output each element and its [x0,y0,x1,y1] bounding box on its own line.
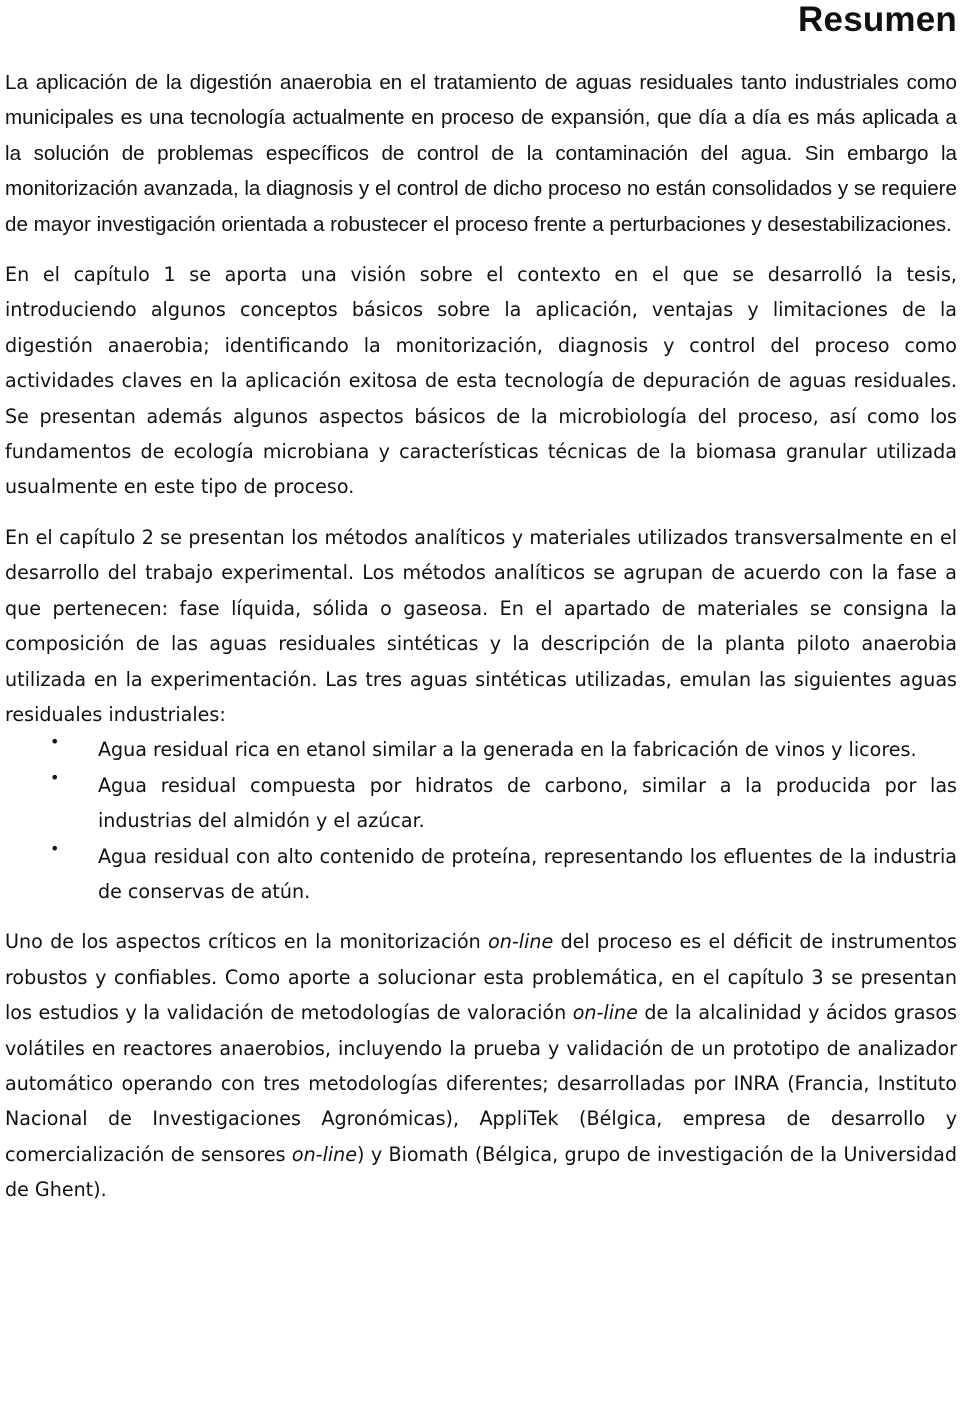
text-run: Uno de los aspectos críticos en la monitorización [5,930,489,954]
italic-term: on-line [488,930,554,954]
list-item-text: Agua residual compuesta por hidratos de carbono, similar a la producida por las industrias del almidón y el azúcar. [98,773,957,833]
italic-term: on-line [291,1142,358,1166]
page-title: Resumen [798,0,957,39]
list-item-text: Agua residual con alto contenido de proteína, representando los efluentes de la industria de conservas de atún. [98,844,957,903]
wastewater-list [5,732,957,909]
bullet-icon: • [50,732,60,752]
text-run: de la alcalinidad y ácidos grasos volátiles en reactores anaerobios, incluyendo la prueba y validación de un prototipo de analizador automático operando con tres metodologías diferentes; desarrolladas por INRA (Francia, Instituto Nacional de Investigaciones Agronómicas), AppliTek (Bélgica, empresa de desarrollo y comercialización de sensores [5,1001,958,1166]
paragraph-gap [5,909,957,924]
paragraph-gap [5,505,957,520]
text-run: del proceso es el déficit de instrumentos robustos y confiables. Como aporte a solucionar esta problemática, en el capítulo 3 se presentan los estudios y la validación de metodologías de valoración [5,930,957,1025]
bullet-icon: • [50,767,60,787]
italic-term: on-line [572,1001,638,1025]
list-item [5,732,957,767]
document-page [5,0,957,1208]
list-item [5,839,957,910]
list-item [5,768,957,839]
paragraph-chapter-2: En el capítulo 2 se presentan los métodos analíticos y materiales utilizados transversalmente en el desarrollo del trabajo experimental. Los métodos analíticos se agrupan de acuerdo con la fase a que pertenecen: fase líquida, sólida o gaseosa. En el apartado de materiales se consigna la composición de las aguas residuales sintéticas y la descripción de la planta piloto anaerobia utilizada en la experimentación. Las tres aguas sintéticas utilizadas, emulan las siguientes aguas residuales industriales: [5,525,957,726]
paragraph-chapter-3 [5,924,957,1207]
paragraph-gap [5,242,957,257]
paragraph-chapter-1: En el capítulo 1 se aporta una visión sobre el contexto en el que se desarrolló la tesis, introduciendo algunos conceptos básicos sobre la aplicación, ventajas y limitaciones de la digestión anaerobia; identificando la monitorización, diagnosis y control del proceso como actividades claves en la aplicación exitosa de esta tecnología de depuración de aguas residuales. Se presentan además algunos aspectos básicos de la microbiología del proceso, así como los fundamentos de ecología microbiana y características técnicas de la biomasa granular utilizada usualmente en este tipo de proceso. [5,263,957,499]
paragraph-intro: La aplicación de la digestión anaerobia en el tratamiento de aguas residuales tanto industriales como municipales es una tecnología actualmente en proceso de expansión, que día a día es más aplicada a la solución de problemas específicos de control de la contaminación del agua. Sin embargo la monitorización avanzada, la diagnosis y el control de dicho proceso no están consolidados y se requiere de mayor investigación orientada a robustecer el proceso frente a perturbaciones y desestabilizaciones. [5,71,957,236]
text-run: ) y Biomath (Bélgica, grupo de investigación de la Universidad de Ghent). [5,1142,957,1202]
list-item-text: Agua residual rica en etanol similar a la generada en la fabricación de vinos y licores. [98,738,917,762]
bullet-icon: • [50,838,60,858]
